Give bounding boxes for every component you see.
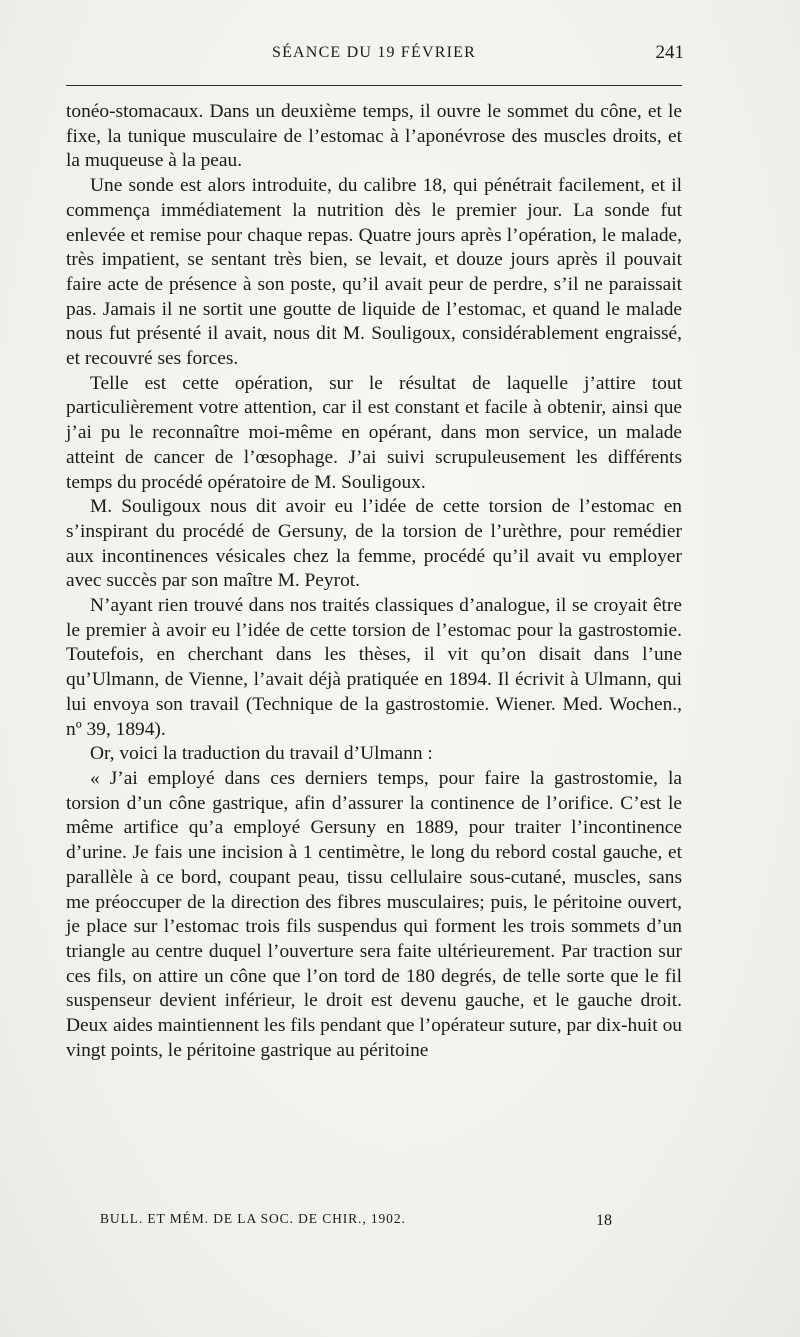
paragraph-continuation: tonéo-stomacaux. Dans un deuxième temps, il ouvre le sommet du cône, et le fixe, la tunique musculaire de l’estomac à l’aponévrose des muscles droits, et la muqueuse à la peau. — [66, 101, 682, 172]
running-head — [66, 44, 682, 70]
paragraph: Une sonde est alors introduite, du calibre 18, qui pénétrait facilement, et il commença immédiatement la nutrition dès le premier jour. La sonde fut enlevée et remise pour chaque repas. Quatre jours après l’opération, le malade, très impatient, se sentant très bien, se levait, et douze jours après il pouvait faire acte de présence à son poste, qu’il avait peur de perdre, s’il ne paraissait pas. Jamais il ne sortit une goutte de liquide de l’estomac, et quand le malade nous fut présenté il avait, nous dit M. Souligoux, considérablement engraissé, et recouvré ses forces. — [66, 175, 682, 370]
paragraph: N’ayant rien trouvé dans nos traités classiques d’analogue, il se croyait être le premier à avoir eu l’idée de cette torsion de l’estomac pour la gastrostomie. Toutefois, en cherchant dans les thèses, il vit qu’on disait dans l’une qu’Ulmann, de Vienne, l’avait déjà pratiquée en 1894. Il écrivit à Ulmann, qui lui envoya son travail (Technique de la gastrostomie. Wiener. Med. Wochen., nº 39, 1894). — [66, 595, 682, 740]
header-rule — [66, 85, 682, 86]
quotation-paragraph: « J’ai employé dans ces derniers temps, pour faire la gastrostomie, la torsion d’un cône gastrique, afin d’assurer la continence de l’orifice. C’est le même artifice qu’a employé Gersuny en 1889, pour traiter l’incontinence d’urine. Je fais une incision à 1 centimètre, le long du rebord costal gauche, et parallèle à ce bord, coupant peau, tissu cellulaire sous-cutané, muscles, sans me préoccuper de la direction des fibres musculaires; puis, le péritoine ouvert, je place sur l’estomac trois fils suspendus qui forment les trois sommets d’un triangle au centre duquel l’ouverture sera faite ultérieurement. Par traction sur ces fils, on attire un cône que l’on tord de 180 degrés, de telle sorte que le fil suspenseur devient inférieur, le droit est devenu gauche, et le gauche droit. Deux aides maintiennent les fils pendant que l’opérateur suture, par dix-huit ou vingt points, le péritoine gastrique au péritoine — [66, 767, 682, 1061]
paragraph: M. Souligoux nous dit avoir eu l’idée de cette torsion de l’estomac en s’inspirant du procédé de Gersuny, de la torsion de l’urèthre, pour remédier aux incontinences vésicales chez la femme, procédé qu’il avait vu employer avec succès par son maître M. Peyrot. — [66, 496, 682, 592]
paragraph: Telle est cette opération, sur le résultat de laquelle j’attire tout particulièrement votre attention, car il est constant et facile à obtenir, ainsi que j’ai pu le reconnaître moi-même en opérant, dans mon service, un malade atteint de cancer de l’œsophage. J’ai suivi scrupuleusement les différents temps du procédé opératoire de M. Souligoux. — [66, 372, 682, 493]
running-title: SÉANCE DU 19 FÉVRIER — [271, 44, 476, 61]
page-number: 241 — [655, 42, 684, 63]
paragraph: Or, voici la traduction du travail d’Ulmann : — [90, 743, 433, 765]
signature-footer — [66, 1211, 682, 1235]
body-text — [66, 100, 682, 1063]
signature-line: BULL. ET MÉM. DE LA SOC. DE CHIR., 1902. — [100, 1211, 406, 1226]
signature-number: 18 — [596, 1212, 612, 1229]
